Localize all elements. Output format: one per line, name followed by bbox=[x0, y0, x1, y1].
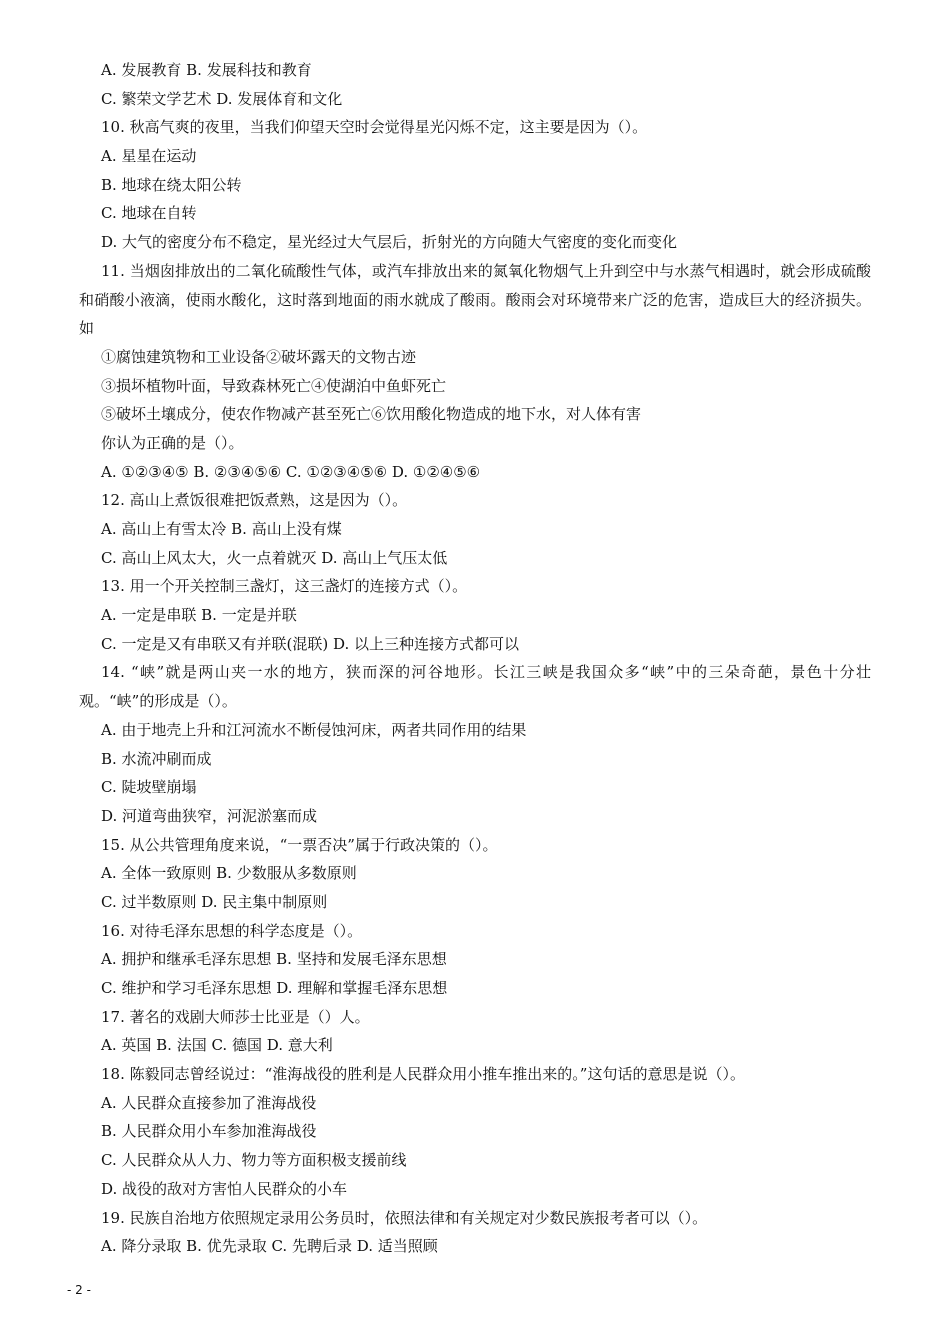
option-line: C. 人民群众从人力、物力等方面积极支援前线 bbox=[101, 1151, 407, 1170]
option-line: C. 高山上风太大，火一点着就灭 D. 高山上气压太低 bbox=[101, 548, 448, 567]
option-line: B. 水流冲刷而成 bbox=[101, 749, 212, 768]
option-line: A. 全体一致原则 B. 少数服从多数原则 bbox=[101, 864, 357, 883]
question-13-stem: 13. 用一个开关控制三盏灯，这三盏灯的连接方式（）。 bbox=[101, 577, 468, 596]
option-line: C. 陡坡壁崩塌 bbox=[101, 778, 197, 797]
question-15-stem: 15. 从公共管理角度来说，“一票否决”属于行政决策的（）。 bbox=[101, 835, 498, 854]
option-line: A. 降分录取 B. 优先录取 C. 先聘后录 D. 适当照顾 bbox=[101, 1237, 438, 1256]
question-16-stem: 16. 对待毛泽东思想的科学态度是（）。 bbox=[101, 921, 363, 940]
option-line: A. 人民群众直接参加了淮海战役 bbox=[101, 1093, 317, 1112]
document-page bbox=[0, 56, 950, 1261]
option-line: A. 一定是串联 B. 一定是并联 bbox=[101, 606, 297, 625]
option-line: D. 战役的敌对方害怕人民群众的小车 bbox=[101, 1179, 348, 1198]
question-14-stem: 14. “峡”就是两山夹一水的地方，狭而深的河谷地形。长江三峡是我国众多“峡”中的三朵奇葩，景色十分壮观。“峡”的形成是（）。 bbox=[79, 663, 871, 711]
option-line: C. 一定是又有串联又有并联(混联) D. 以上三种连接方式都可以 bbox=[101, 634, 519, 653]
option-line: C. 维护和学习毛泽东思想 D. 理解和掌握毛泽东思想 bbox=[101, 979, 448, 998]
option-line: A. 发展教育 B. 发展科技和教育 bbox=[101, 61, 312, 79]
question-18-stem: 18. 陈毅同志曾经说过：“淮海战役的胜利是人民群众用小推车推出来的。”这句话的意思是说（）。 bbox=[101, 1065, 745, 1084]
option-line: C. 地球在自转 bbox=[101, 204, 197, 223]
option-line: B. 人民群众用小车参加淮海战役 bbox=[101, 1122, 317, 1141]
option-line: A. 拥护和继承毛泽东思想 B. 坚持和发展毛泽东思想 bbox=[101, 950, 447, 969]
question-11-item: ⑤破坏土壤成分，使农作物减产甚至死亡⑥饮用酸化物造成的地下水，对人体有害 bbox=[101, 405, 642, 424]
option-line: A. 星星在运动 bbox=[101, 147, 197, 166]
question-10-stem: 10. 秋高气爽的夜里，当我们仰望天空时会觉得星光闪烁不定，这主要是因为（）。 bbox=[101, 118, 648, 137]
question-11-stem: 11. 当烟囱排放出的二氧化硫酸性气体，或汽车排放出来的氮氧化物烟气上升到空中与水蒸气相遇时，就会形成硫酸和硝酸小液滴，使雨水酸化，这时落到地面的雨水就成了酸雨。酸雨会对环境带来广泛的危害，造成巨大的经济损失。如 bbox=[79, 261, 871, 338]
question-12-stem: 12. 高山上煮饭很难把饭煮熟，这是因为（）。 bbox=[101, 491, 408, 510]
option-line: D. 河道弯曲狭窄，河泥淤塞而成 bbox=[101, 806, 318, 825]
question-11-prompt: 你认为正确的是（）。 bbox=[101, 433, 244, 452]
option-line: A. 由于地壳上升和江河流水不断侵蚀河床，两者共同作用的结果 bbox=[101, 720, 527, 739]
question-11-item: ③损坏植物叶面，导致森林死亡④使湖泊中鱼虾死亡 bbox=[101, 376, 447, 395]
option-line: A. 高山上有雪太冷 B. 高山上没有煤 bbox=[101, 520, 342, 539]
option-line: D. 大气的密度分布不稳定，星光经过大气层后，折射光的方向随大气密度的变化而变化 bbox=[101, 233, 678, 252]
question-11-options: A. ①②③④⑤ B. ②③④⑤⑥ C. ①②③④⑤⑥ D. ①②④⑤⑥ bbox=[101, 462, 481, 481]
page-number: - 2 - bbox=[67, 1283, 91, 1297]
option-line: A. 英国 B. 法国 C. 德国 D. 意大利 bbox=[101, 1036, 333, 1055]
question-17-stem: 17. 著名的戏剧大师莎士比亚是（）人。 bbox=[101, 1007, 370, 1026]
question-19-stem: 19. 民族自治地方依照规定录用公务员时，依照法律和有关规定对少数民族报考者可以（）。 bbox=[101, 1208, 708, 1227]
option-line: C. 过半数原则 D. 民主集中制原则 bbox=[101, 892, 328, 911]
question-11-item: ①腐蚀建筑物和工业设备②破坏露天的文物古迹 bbox=[101, 347, 417, 366]
option-line: C. 繁荣文学艺术 D. 发展体育和文化 bbox=[101, 89, 343, 108]
option-line: B. 地球在绕太阳公转 bbox=[101, 175, 242, 194]
